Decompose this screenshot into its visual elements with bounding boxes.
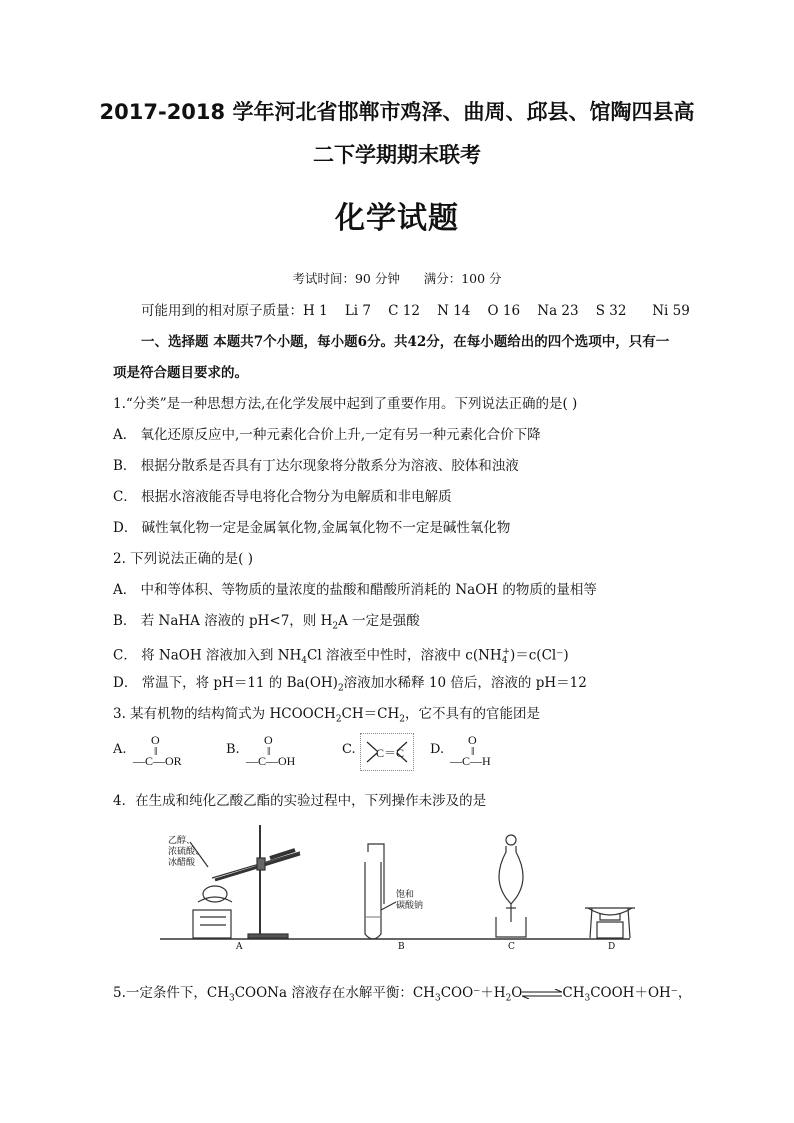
- q3-group-a: [133, 733, 182, 769]
- q4-apparatus-figure: [160, 822, 650, 954]
- q1-option-b: B． 根据分散系是否具有丁达尔现象将分散系分为溶液、胶体和浊液: [113, 458, 519, 474]
- q3-b-formula: —C—OH: [246, 754, 296, 768]
- apparatus-a: [160, 825, 630, 939]
- exam-title-line2: 二下学期期末联考: [313, 143, 481, 167]
- q3-label-c: C.: [342, 742, 356, 757]
- q5-text-2: COONa 溶液存在水解平衡：CH: [234, 985, 435, 1001]
- q5-sub-3: 2: [505, 993, 512, 1004]
- q4-stem: 4．在生成和纯化乙酸乙酯的实验过程中，下列操作未涉及的是: [113, 793, 487, 809]
- q3-a-formula: —C—OR: [133, 754, 182, 768]
- q3-b-oxygen: O: [264, 733, 273, 747]
- q2-c-mid: Cl 溶液至中性时，溶液中 c(NH: [307, 647, 502, 664]
- q3-sub1: 2: [335, 714, 342, 725]
- q5-text-4: O: [511, 985, 523, 1001]
- q2-option-a: A． 中和等体积、等物质的量浓度的盐酸和醋酸所消耗的 NaOH 的物质的量相等: [113, 582, 597, 598]
- q3-label-b: B.: [226, 742, 240, 757]
- q2-stem: 2. 下列说法正确的是( ): [113, 551, 253, 567]
- exam-info: 考试时间：90 分钟 满分：100 分: [292, 271, 502, 286]
- q3-c-formula: C＝C: [376, 746, 405, 760]
- q3-group-b: [246, 733, 295, 769]
- apparatus-c: [496, 835, 526, 937]
- q2-c-text: C． 将 NaOH 溶液加入到 NH: [113, 647, 302, 664]
- lab-apparatus-diagram: [160, 822, 650, 954]
- q2-d-text: D． 常温下，将 pH＝11 的 Ba(OH): [113, 675, 338, 691]
- q2-c-sub: 4: [301, 656, 308, 667]
- q3-label-a: A.: [113, 742, 127, 757]
- q3-stem-suffix: ，它不具有的官能团是: [405, 706, 540, 722]
- q5-sub-2: 3: [434, 993, 441, 1004]
- q2-d-suffix: 溶液加水稀释 10 倍后，溶液的 pH＝12: [343, 675, 587, 691]
- fig-label-c: C: [508, 942, 515, 952]
- reagent-label-a: [168, 836, 204, 869]
- q2-b-text: B． 若 NaHA 溶液的 pH<7，则 H: [113, 613, 333, 629]
- q3-group-d: [450, 733, 491, 769]
- reagent-b-1: 饱和: [396, 890, 415, 900]
- q2-option-d: [113, 674, 587, 698]
- q1-option-d: D． 碱性氧化物一定是金属氧化物,金属氧化物不一定是碱性氧化物: [113, 520, 511, 536]
- atomic-masses: 可能用到的相对原子质量：H 1 Li 7 C 12 N 14 O 16 Na 23 S 32 Ni 59: [141, 303, 690, 319]
- q2-c-sup2: +: [502, 647, 510, 657]
- q5-sub-1: 3: [228, 993, 235, 1004]
- fig-label-a: A: [236, 942, 243, 952]
- reagent-a-3: 冰醋酸: [168, 858, 196, 868]
- section-heading-line2: 项是符合题目要求的。: [113, 365, 248, 381]
- fig-label-b: B: [398, 942, 405, 952]
- q3-a-bond: ‖: [154, 744, 158, 758]
- exam-title-line1: 2017-2018 学年河北省邯郸市鸡泽、曲周、邱县、馆陶四县高: [99, 100, 695, 124]
- fig-label-d: D: [608, 942, 616, 952]
- q3-a-oxygen: O: [151, 733, 160, 747]
- q5-sub-4: 3: [584, 993, 591, 1004]
- q3-label-d: D.: [430, 742, 445, 757]
- equilibrium-arrow-icon: [522, 989, 562, 999]
- q3-d-bond: ‖: [471, 744, 475, 758]
- q1-option-a: A． 氧化还原反应中,一种元素化合价上升,一定有另一种元素化合价下降: [113, 427, 541, 443]
- q2-b-suffix: A 一定是强酸: [338, 613, 420, 629]
- q3-group-c: [360, 733, 414, 771]
- q1-stem: 1.“分类”是一种思想方法,在化学发展中起到了重要作用。下列说法正确的是( ): [113, 396, 578, 412]
- q3-stem-text: 3. 某有机物的结构简式为 HCOOCH: [113, 706, 336, 722]
- q3-sub2: 2: [399, 714, 405, 725]
- q2-option-b: [113, 612, 420, 636]
- reagent-b-2: 碳酸钠: [396, 901, 424, 911]
- q5-stem: [113, 984, 691, 1008]
- q5-text-3: COO⁻＋H: [440, 985, 506, 1001]
- q5-text-6: COOH＋OH⁻，: [590, 985, 692, 1001]
- reagent-a-2: 浓硫酸、: [168, 847, 205, 857]
- q2-c-sub2: 4: [501, 656, 508, 667]
- section-heading-line1: 一、选择题 本题共7个小题，每小题6分。共42分，在每小题给出的四个选项中，只有一: [141, 334, 670, 350]
- reagent-a-1: 乙醇、: [168, 836, 196, 846]
- q2-c-suffix: )＝c(Cl⁻): [509, 647, 569, 664]
- q2-d-sub: 2: [337, 683, 344, 694]
- q3-b-bond: ‖: [267, 744, 271, 758]
- q3-d-oxygen: O: [468, 733, 477, 747]
- q3-stem-mid: CH＝CH: [341, 706, 400, 722]
- subject-title: 化学试题: [335, 201, 459, 236]
- q2-option-c: [113, 643, 569, 670]
- q2-b-sub: 2: [332, 621, 339, 632]
- q3-d-formula: —C—H: [450, 754, 491, 768]
- q5-text-5: CH: [562, 985, 585, 1001]
- apparatus-b: [365, 844, 396, 939]
- apparatus-d: [585, 908, 635, 938]
- q1-option-c: C． 根据水溶液能否导电将化合物分为电解质和非电解质: [113, 489, 452, 505]
- q5-text-1: 5.一定条件下，CH: [113, 985, 229, 1001]
- q3-stem: [113, 705, 540, 729]
- reagent-label-b: [396, 890, 423, 912]
